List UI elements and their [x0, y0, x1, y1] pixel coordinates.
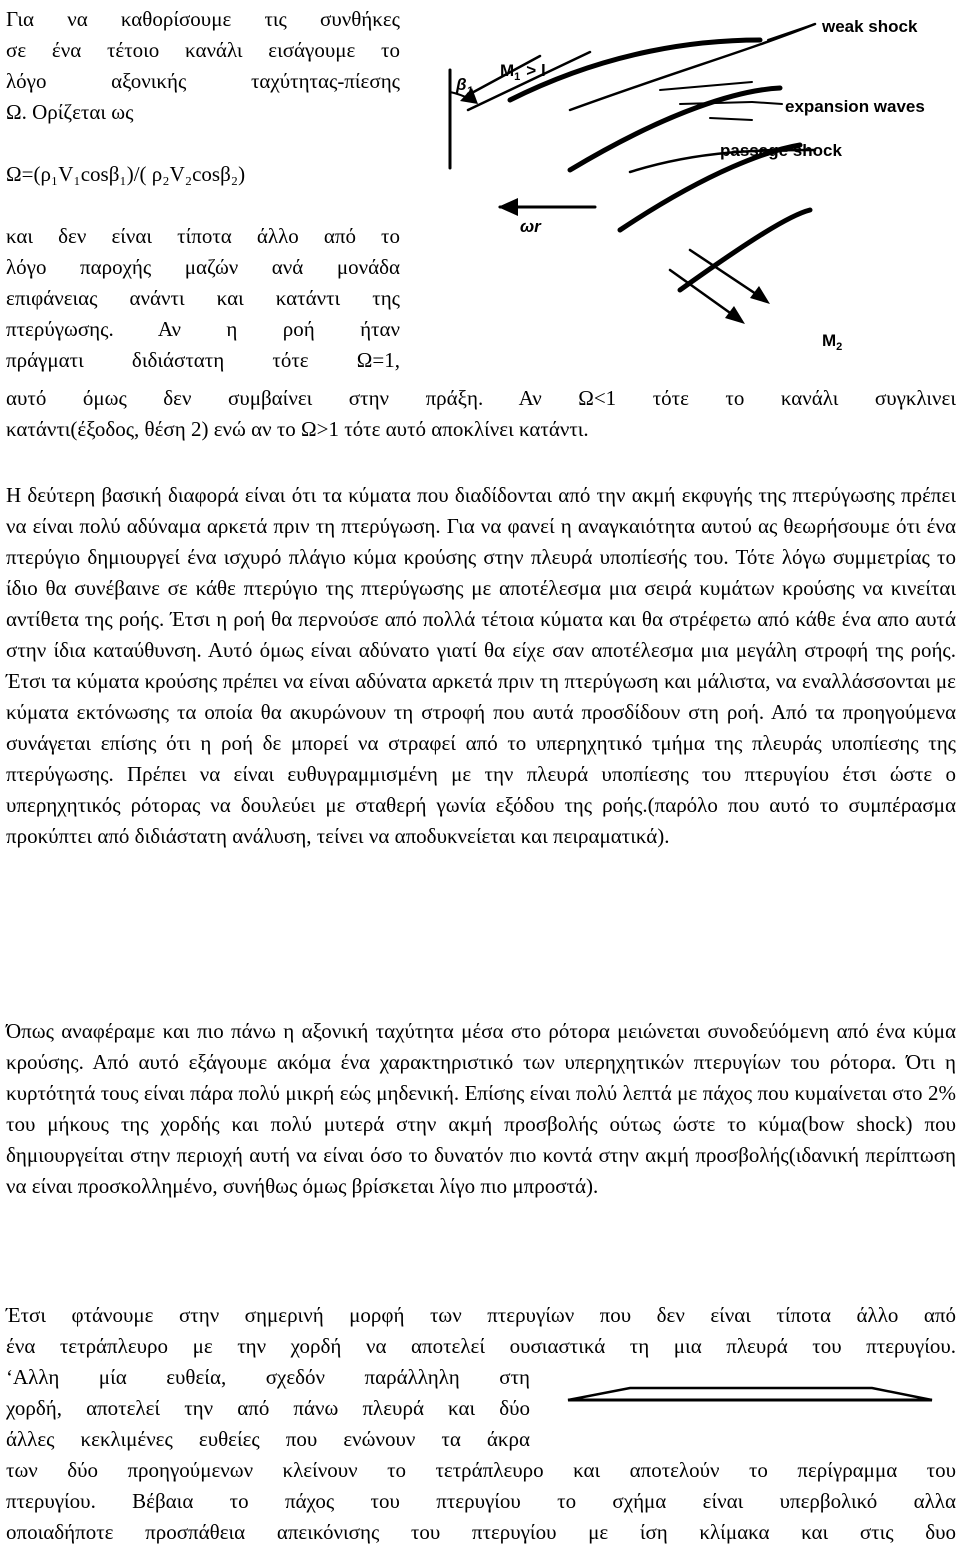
blade-4 — [680, 210, 810, 290]
text-line: επιφάνειας ανάντι και κατάντι της — [6, 286, 400, 310]
text-line: κατάντι(έξοδος, θέση 2) ενώ αν το Ω>1 τότε αυτό αποκλίνει κατάντι. — [6, 417, 589, 441]
intro-paragraph — [6, 4, 400, 376]
continuation-paragraph — [6, 383, 956, 445]
label-wr: ωr — [520, 217, 541, 236]
text-line: λόγο αξονικής ταχύτητας-πίεσης — [6, 69, 400, 93]
paragraph-blade-characteristics: Όπως αναφέραμε και πιο πάνω η αξονική ταχύτητα μέσα στο ρότορα μειώνεται συνοδεύόμενη από ένα κύμα κρούσης. Από αυτό εξάγουμε ακόμα ένα χαρακτηριστικό των υπερηχητικών πτερυγίων του ρότορα. Ότι η κυρτότητά τους είναι πάρα πολύ μικρή εώς μηδενική. Επίσης είναι πολύ λεπτά με πάχος που κυμαίνεται στο 2% του μήκους της χορδής και πολύ μυτερά στην ακμή προσβολής ούτως ώστε το κύμα(bow shock) που δημιουργείται στην περιοχή αυτή να είναι όσο το δυνατόν πιο κοντά στην ακμή προσβολής(ιδανική περίπτωση να είναι προσκολλημένο, συνήθως όμως βρίσκεται λίγο πιο μπροστά). — [6, 1019, 956, 1198]
text-line: χορδή, αποτελεί την από πάνω πλευρά και δύο — [6, 1396, 530, 1420]
blade-outline — [568, 1388, 932, 1400]
text-line: Έτσι φτάνουμε στην σημερινή μορφή των πτερυγίων που δεν είναι τίποτα άλλο από — [6, 1303, 956, 1327]
text-line: πτερυγίου. Βέβαια το πάχος του πτερυγίου το σχήμα είναι υπερβολικό αλλα — [6, 1489, 956, 1513]
text-line: των δύο προηγούμενων κλείνουν το τετράπλευρο και αποτελούν το περίγραμμα του — [6, 1458, 956, 1482]
leader-line — [752, 102, 782, 104]
outlet-arrowhead — [725, 306, 745, 324]
expansion-wave — [680, 102, 752, 104]
label-expansion-waves: expansion waves — [785, 97, 925, 116]
leader-line — [768, 24, 815, 40]
text-line: πτερύγωσης. Αν η ροή ήταν — [6, 317, 400, 341]
label-m1: $M_1 > l$ — [500, 61, 546, 83]
expansion-wave — [710, 118, 752, 120]
text-line: λόγο παροχής μαζών ανά μονάδα — [6, 255, 400, 279]
blade-profile-figure — [560, 1382, 940, 1412]
text-line: ‘Αλλη μία ευθεία, σχεδόν παράλληλη στη — [6, 1365, 530, 1389]
text-line: πράγματι διδιάστατη τότε Ω=1, — [6, 348, 400, 372]
paragraph-blade-shape — [6, 1300, 956, 1548]
text-line: άλλες κεκλιμένες ευθείες που ενώνουν τα άκρα — [6, 1427, 530, 1451]
wr-arrowhead — [498, 198, 518, 216]
outlet-arrowhead — [750, 286, 770, 304]
text-line: αυτό όμως δεν συμβαίνει στην πράξη. Αν Ω<1 τότε το κανάλι συγκλινει — [6, 386, 956, 410]
text-line: Ω. Ορίζεται ως — [6, 100, 134, 124]
paragraph-second-difference: Η δεύτερη βασική διαφορά είναι ότι τα κύματα που διαδίδονται από την ακμή εκφυγής της πτερύγωσης πρέπει να είναι πολύ αδύναμα αρκετά πριν τη πτερύγωση. Για να φανεί η αναγκαιότητα αυτού ας θεωρήσουμε ότι ένα πτερύγιο δημιουργεί ένα ισχυρό πλάγιο κύμα κρούσης στην πλευρά υποπίεσής του. Τότε λόγω συμμετρίας το ίδιο θα συνέβαινε σε κάθε πτερύγιο της πτερύγωσης με αποτέλεσμα μια σειρά κυμάτων κρούσης να κινείται αντίθετα της ροής. Έτσι η ροή θα περνούσε από πολλά τέτοια κύματα και θα στρέφετω από κάθε ένα απο αυτά στην ίδια καταύθυνση. Αυτό όμως είναι αδύνατο γιατί θα είχε σαν αποτέλεσμα μια μεγάλη στροφή της ροής. Έτσι τα κύματα κρούσης πρέπει να είναι αδύνατα αρκετά πριν τη πτερύγωση και μάλιστα, να εναλλάσσονται με κύματα εκτόνωσης τα οποία θα ακυρώνουν τη στροφή που αυτά προσδίδουν στη ροή. Από τα προηγούμενα συνάγεται επίσης ότι η ροή δε μπορεί να στραφεί από το υπερηχητικό τμήμα της πλευράς υποπίεσης της πτερύγωσης. Πρέπει να είναι ευθυγραμμισμένη με την πλευρά υποπίεσης του πτερυγίου έτσι ώστε ο υπερηχητικός ρότορας να δουλεύει με σταθερή γωνία εξόδου της ροής.(παρόλο που αυτό το συμπέρασμα προκύπτει από διδιάστατη ανάλυση, τείνει να αποδυκνείεται και πειραματικά). — [6, 483, 956, 848]
expansion-wave — [660, 82, 752, 90]
text-line: σε ένα τέτοιο κανάλι εισάγουμε το — [6, 38, 400, 62]
formula: Ω=(ρ₁V₁cosβ₁)/( ρ₂V₂cosβ₂) — [6, 162, 246, 186]
label-beta: $\beta_1$ — [456, 75, 473, 97]
cascade-shock-figure — [420, 0, 960, 372]
label-passage-shock: passage shock — [720, 141, 842, 160]
label-m2: $M_2$ — [822, 331, 843, 353]
text-line: οποιαδήποτε προσπάθεια απεικόνισης του πτερυγίου με ίση κλίμακα και στις δυο — [6, 1520, 956, 1544]
text-line: Για να καθορίσουμε τις συνθήκες — [6, 7, 400, 31]
blade-1 — [510, 40, 760, 100]
text-line: ένα τετράπλευρο με την χορδή να αποτελεί ουσιαστικά τη μια πλευρά του πτερυγίου. — [6, 1334, 956, 1358]
text-line: και δεν είναι τίποτα άλλο από το — [6, 224, 400, 248]
label-weak-shock: weak shock — [822, 17, 918, 36]
